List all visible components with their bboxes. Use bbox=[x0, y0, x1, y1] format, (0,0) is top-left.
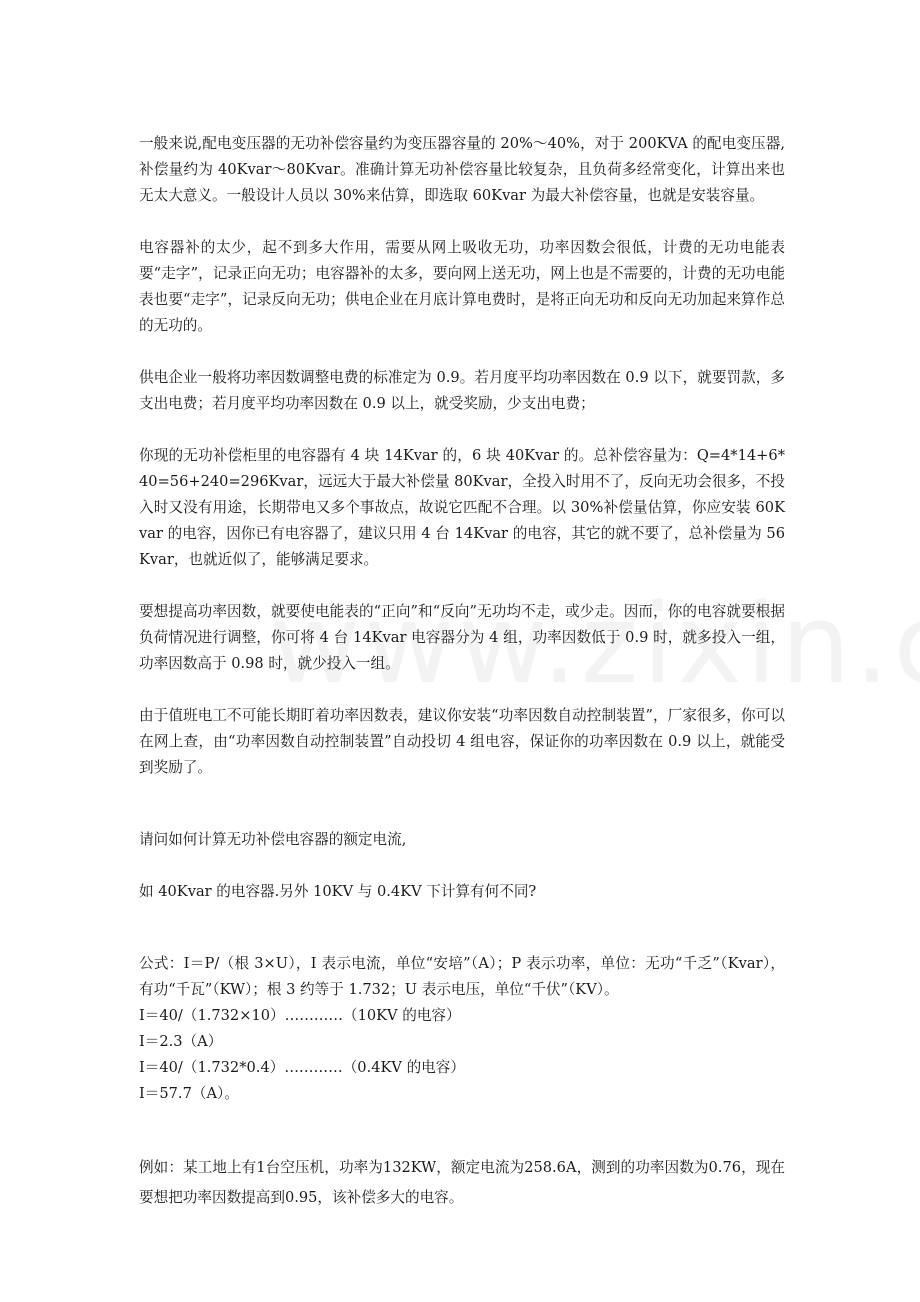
paragraph-power-factor-standard: 供电企业一般将功率因数调整电费的标准定为 0.9。若月度平均功率因数在 0.9 以下，就要罚款，多支出电费；若月度平均功率因数在 0.9 以上，就受奖励，少支出电费； bbox=[139, 369, 785, 412]
question-line-1: 请问如何计算无功补偿电容器的额定电流, bbox=[139, 831, 407, 848]
paragraph-current-capacitors: 你现的无功补偿柜里的电容器有 4 块 14Kvar 的，6 块 40Kvar 的。总补偿容量为：Q=4*14+6*40=56+240=296Kvar，远远大于最大补偿量 80Kvar，全投入时用不了，反向无功会很多，不投入时又没有用途，长期带电又多个事故点，故说它匹配不合理。以 30%补偿量估算，你应安装 60Kvar 的电容，因你已有电容器了，建议只用 4 台 14Kvar 的电容，其它的就不要了，总补偿量为 56Kvar，也就近似了，能够满足要求。 bbox=[139, 447, 785, 568]
formula-line-3: I＝40/（1.732*0.4）…………（0.4KV 的电容） bbox=[139, 1059, 465, 1076]
paragraph-capacitor-effect: 电容器补的太少，起不到多大作用，需要从网上吸收无功，功率因数会很低，计费的无功电能表要“走字”，记录正向无功；电容器补的太多，要向网上送无功，网上也是不需要的，计费的无功电能表也要“走字”，记录反向无功；供电企业在月底计算电费时，是将正向无功和反向无功加起来算作总的无功的。 bbox=[139, 239, 785, 334]
formula-line-1: I＝40/（1.732×10）…………（10KV 的电容） bbox=[139, 1007, 461, 1024]
paragraph-adjustment: 要想提高功率因数，就要使电能表的“正向”和“反向”无功均不走，或少走。因而，你的电容就要根据负荷情况进行调整，你可将 4 台 14Kvar 电容器分为 4 组，功率因数低于 0.9 时，就多投入一组，功率因数高于 0.98 时，就少投入一组。 bbox=[139, 603, 785, 672]
document-body bbox=[139, 131, 785, 1213]
formula-intro: 公式：I＝P/（根 3×U），I 表示电流，单位“安培”（A）；P 表示功率，单位：无功“千乏”（Kvar），有功“千瓦”（KW）；根 3 约等于 1.732；U 表示电压，单位“千伏”（KV）。 bbox=[139, 955, 785, 998]
paragraph-auto-control: 由于值班电工不可能长期盯着功率因数表，建议你安装“功率因数自动控制装置”，厂家很多，你可以在网上查，由“功率因数自动控制装置”自动投切 4 组电容，保证你的功率因数在 0.9 以上，就能受到奖励了。 bbox=[139, 707, 785, 776]
question-line-2: 如 40Kvar 的电容器.另外 10KV 与 0.4KV 下计算有何不同? bbox=[139, 883, 537, 900]
formula-line-2: I＝2.3（A） bbox=[139, 1033, 223, 1050]
example-paragraph: 例如：某工地上有1台空压机，功率为132KW，额定电流为258.6A，测到的功率因数为0.76，现在要想把功率因数提高到0.95，该补偿多大的电容。 bbox=[139, 1159, 785, 1206]
formula-line-4: I＝57.7（A）。 bbox=[139, 1085, 239, 1102]
paragraph-compensation-capacity: 一般来说,配电变压器的无功补偿容量约为变压器容量的 20%～40%，对于 200KVA 的配电变压器,补偿量约为 40Kvar～80Kvar。准确计算无功补偿容量比较复杂，且负荷多经常变化，计算出来也无太大意义。一般设计人员以 30%来估算，即选取 60Kvar 为最大补偿容量，也就是安装容量。 bbox=[139, 135, 785, 204]
